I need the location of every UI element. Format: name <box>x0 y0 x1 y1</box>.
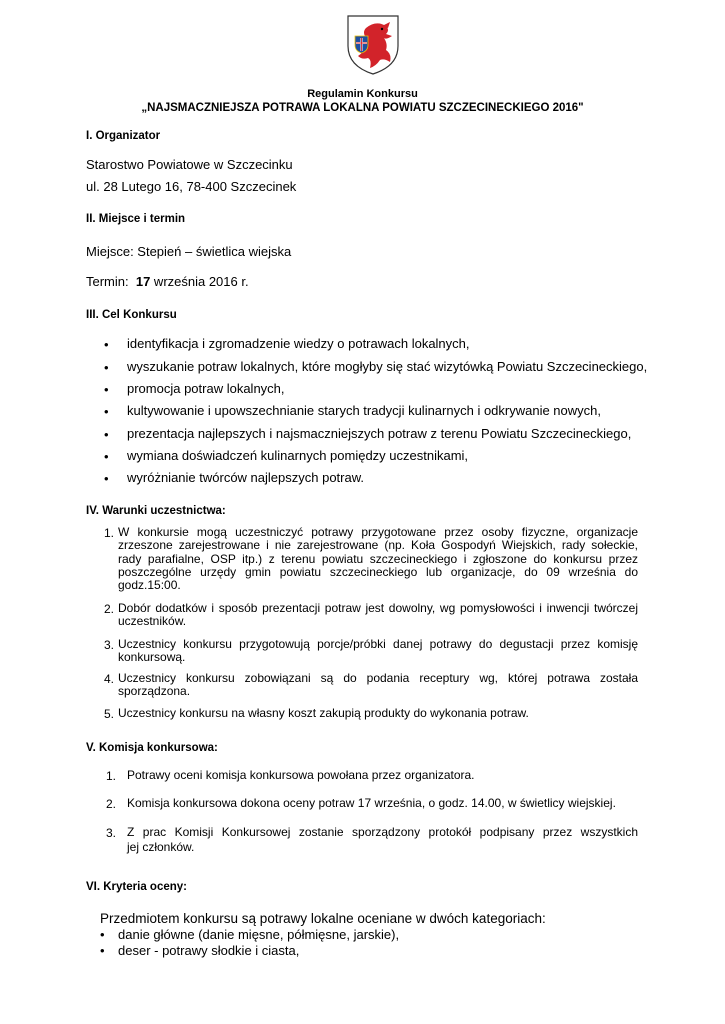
condition-line: Uczestnicy konkursu na własny koszt zakupią produkty do wykonania potraw. <box>118 706 529 720</box>
coat-of-arms-icon <box>346 14 400 76</box>
goal-item: identyfikacja i zgromadzenie wiedzy o potrawach lokalnych, <box>127 336 470 351</box>
document-title: Regulamin Konkursu <box>307 88 418 100</box>
condition-line: godz.15:00. <box>118 578 181 593</box>
condition-item <box>118 672 638 699</box>
condition-line: Dobór dodatków i sposób prezentacji potraw jest dowolny, wg pomysłowości i inwencji twórczej <box>118 601 638 615</box>
condition-line: konkursową. <box>118 650 186 665</box>
commission-item <box>127 796 638 811</box>
bullet-icon: • <box>100 927 105 942</box>
bullet-icon: • <box>104 427 109 442</box>
term-day: 17 <box>135 274 151 289</box>
criteria-intro: Przedmiotem konkursu są potrawy lokalne oceniane w dwóch kategoriach: <box>100 911 546 926</box>
bullet-icon: • <box>104 404 109 419</box>
goal-item: prezentacja najlepszych i najsmaczniejszych potraw z terenu Powiatu Szczecineckiego, <box>127 426 632 441</box>
organizer-address: ul. 28 Lutego 16, 78-400 Szczecinek <box>86 179 297 194</box>
category-item: deser - potrawy słodkie i ciasta, <box>118 943 300 958</box>
bullet-icon: • <box>104 449 109 464</box>
condition-line: poszczególne urzędy gmin powiatu szczecineckiego lub organizacje, do 09 września do <box>118 564 638 579</box>
condition-line: Uczestnicy konkursu przygotowują porcje/próbki danej potrawy do degustacji przez komisję <box>118 637 638 651</box>
goal-item: wyróżnianie twórców najlepszych potraw. <box>127 470 364 485</box>
section-4-heading: IV. Warunki uczestnictwa: <box>86 505 226 517</box>
condition-line: sporządzona. <box>118 684 191 699</box>
condition-item <box>118 638 638 665</box>
bullet-icon: • <box>104 382 109 397</box>
list-number: 4. <box>103 672 114 686</box>
term-prefix: Termin: <box>86 274 136 289</box>
organizer-name: Starostwo Powiatowe w Szczecinku <box>86 157 293 172</box>
section-3-heading: III. Cel Konkursu <box>86 309 177 321</box>
condition-line: rady parafialne, OSP itp.) z terenu powiatu szczecineckiego i zgłoszone do konkursu przez <box>118 551 638 566</box>
section-1-heading: I. Organizator <box>86 130 161 142</box>
section-2-heading: II. Miejsce i termin <box>86 213 186 225</box>
condition-item <box>118 526 638 592</box>
list-number: 2. <box>103 602 114 616</box>
bullet-icon: • <box>100 943 105 958</box>
goal-item: kultywowanie i upowszechnianie starych tradycji kulinarnych i odkrywanie nowych, <box>127 403 601 418</box>
condition-line: zrzeszone zarejestrowane i nie zarejestrowane (np. Koła Gospodyń Wiejskich, rady sołeckie, <box>118 538 638 553</box>
commission-line: jej członków. <box>127 839 195 854</box>
competition-name: „NAJSMACZNIEJSZA POTRAWA LOKALNA POWIATU SZCZECINECKIEGO 2016" <box>141 102 584 114</box>
list-number: 1. <box>103 526 114 540</box>
list-number: 3. <box>105 826 116 840</box>
commission-line: Z prac Komisji Konkursowej zostanie sporządzony protokół podpisany przez wszystkich <box>127 825 638 839</box>
list-number: 2. <box>105 797 116 811</box>
list-number: 3. <box>103 638 114 652</box>
category-item: danie główne (danie mięsne, półmięsne, jarskie), <box>118 927 400 942</box>
event-term <box>86 274 249 289</box>
section-6-heading: VI. Kryteria oceny: <box>86 881 187 893</box>
goal-item: wyszukanie potraw lokalnych, które mogłyby się stać wizytówką Powiatu Szczecineckiego, <box>127 359 648 374</box>
bullet-icon: • <box>104 471 109 486</box>
commission-item <box>127 768 638 783</box>
condition-item <box>118 707 638 720</box>
condition-line: Uczestnicy konkursu zobowiązani są do podania receptury wg, której potrawa została <box>118 671 638 685</box>
event-place: Miejsce: Stepień – świetlica wiejska <box>86 244 292 259</box>
commission-item <box>127 825 638 854</box>
goal-item: promocja potraw lokalnych, <box>127 381 285 396</box>
commission-line: Komisja konkursowa dokona oceny potraw 17 września, o godz. 14.00, w świetlicy wiejskiej. <box>127 796 616 810</box>
goal-item: wymiana doświadczeń kulinarnych pomiędzy uczestnikami, <box>127 448 469 463</box>
list-number: 5. <box>103 707 114 721</box>
term-suffix: września 2016 r. <box>150 274 249 289</box>
condition-line: W konkursie mogą uczestniczyć potrawy przygotowane przez osoby fizyczne, organizacje <box>118 525 638 539</box>
bullet-icon: • <box>104 360 109 375</box>
commission-line: Potrawy oceni komisja konkursowa powołana przez organizatora. <box>127 768 475 782</box>
condition-item <box>118 602 638 629</box>
bullet-icon: • <box>104 337 109 352</box>
list-number: 1. <box>105 769 116 783</box>
section-5-heading: V. Komisja konkursowa: <box>86 742 218 754</box>
condition-line: uczestników. <box>118 614 187 629</box>
